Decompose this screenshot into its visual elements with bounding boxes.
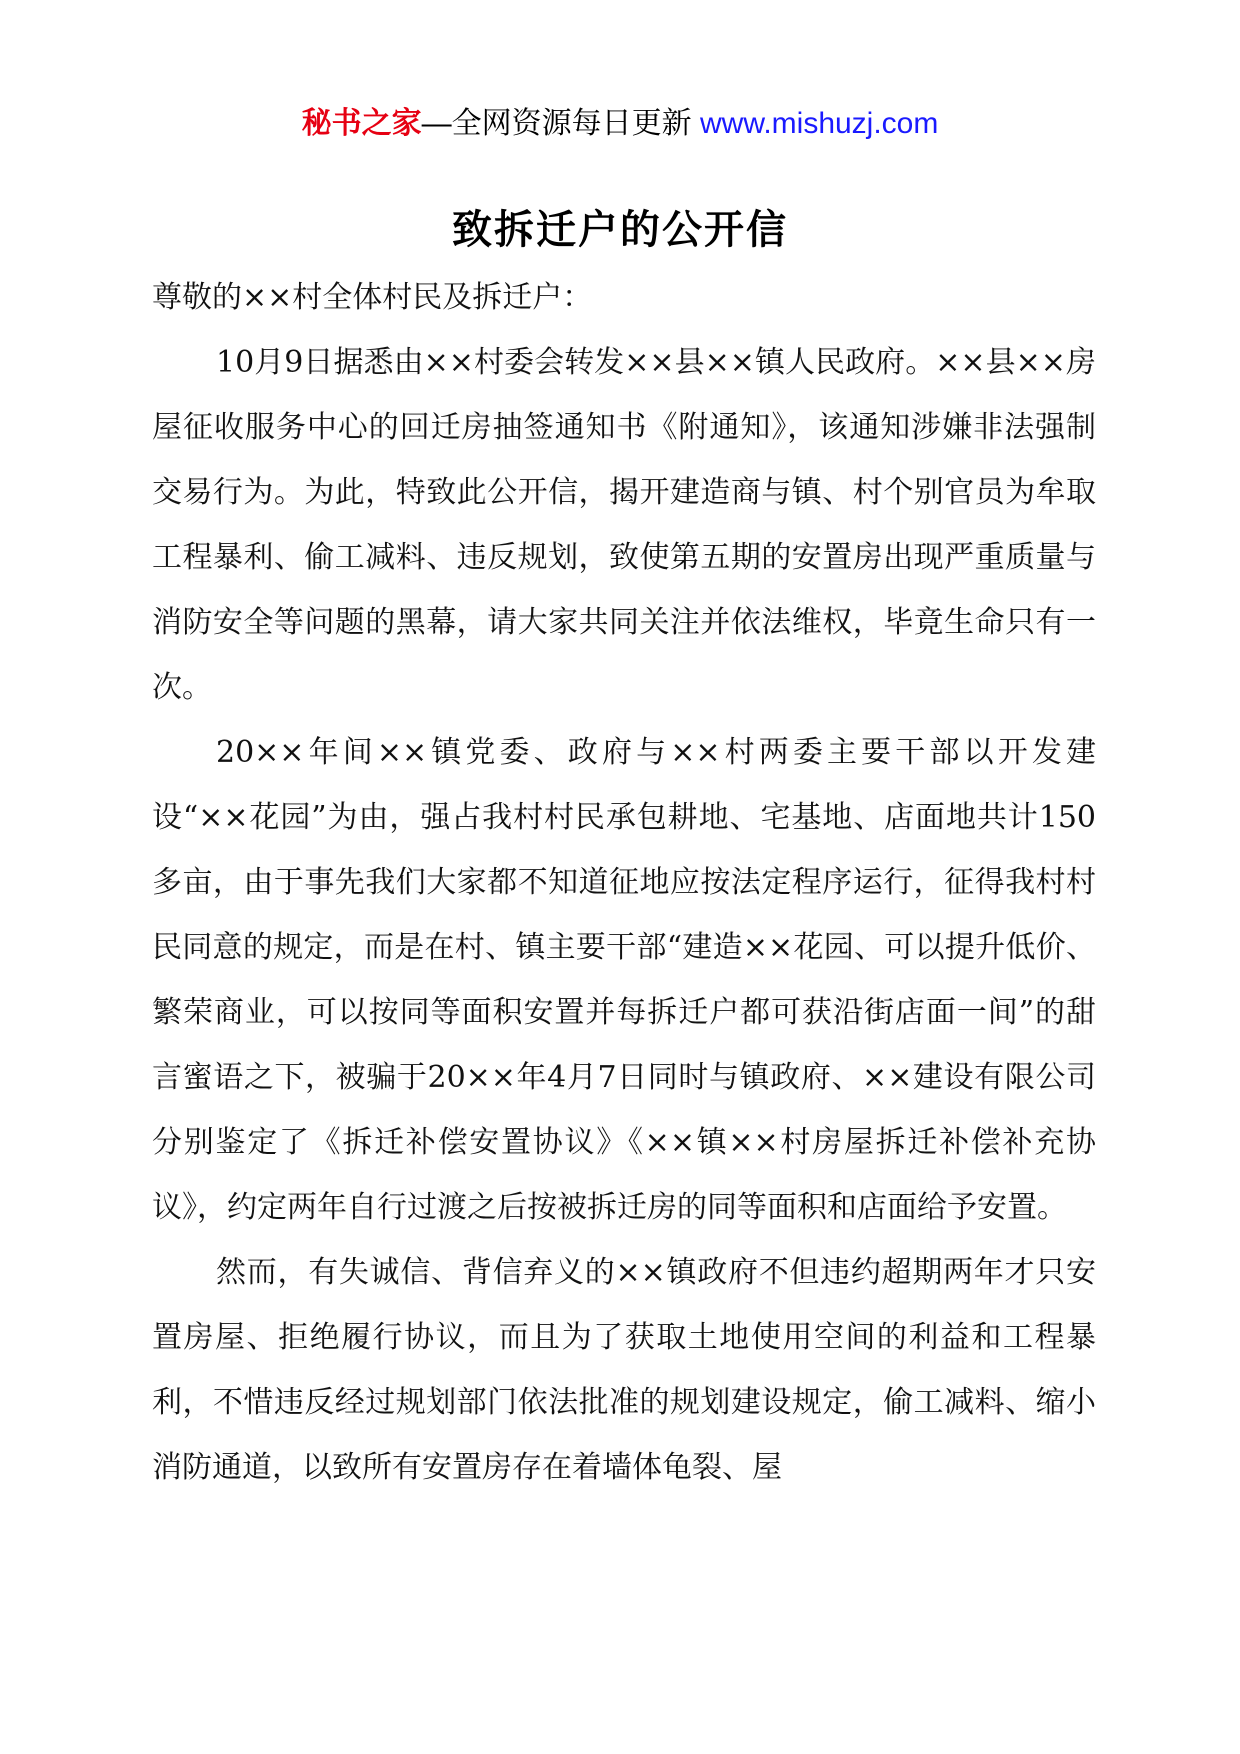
body-paragraph: 20××年间××镇党委、政府与××村两委主要干部以开发建设“××花园”为由，强占我村村民承包耕地、宅基地、店面地共计150多亩，由于事先我们大家都不知道征地应按法定程序运行，征得我村村民同意的规定，而是在村、镇主要干部“建造××花园、可以提升低价、繁荣商业，可以按同等面积安置并每拆迁户都可获沿街店面一间”的甜言蜜语之下，被骗于20××年4月7日同时与镇政府、××建设有限公司分别鉴定了《拆迁补偿安置协议》《××镇××村房屋拆迁补偿补充协议》，约定两年自行过渡之后按被拆迁房的同等面积和店面给予安置。 bbox=[152, 735, 1096, 1225]
site-header bbox=[0, 100, 1240, 148]
body-paragraph: 10月9日据悉由××村委会转发××县××镇人民政府。××县××房屋征收服务中心的回迁房抽签通知书《附通知》，该通知涉嫌非法强制交易行为。为此，特致此公开信，揭开建造商与镇、村个别官员为牟取工程暴利、偷工减料、违反规划，致使第五期的安置房出现严重质量与消防安全等问题的黑幕，请大家共同关注并依法维权，毕竟生命只有一次。 bbox=[152, 345, 1096, 705]
body-paragraph: 然而，有失诚信、背信弃义的××镇政府不但违约超期两年才只安置房屋、拒绝履行协议，而且为了获取土地使用空间的利益和工程暴利，不惜违反经过规划部门依法批准的规划建设规定，偷工减料、缩小消防通道，以致所有安置房存在着墙体龟裂、屋 bbox=[152, 1255, 1096, 1485]
letter-greeting: 尊敬的××村全体村民及拆迁户： bbox=[152, 280, 593, 315]
site-brand: 秘书之家 bbox=[301, 107, 422, 140]
document-body bbox=[152, 265, 1096, 1500]
site-tagline: —全网资源每日更新 bbox=[421, 107, 700, 140]
document-title: 致拆迁户的公开信 bbox=[452, 207, 788, 253]
site-url-link[interactable]: www.mishuzj.com bbox=[699, 107, 939, 140]
